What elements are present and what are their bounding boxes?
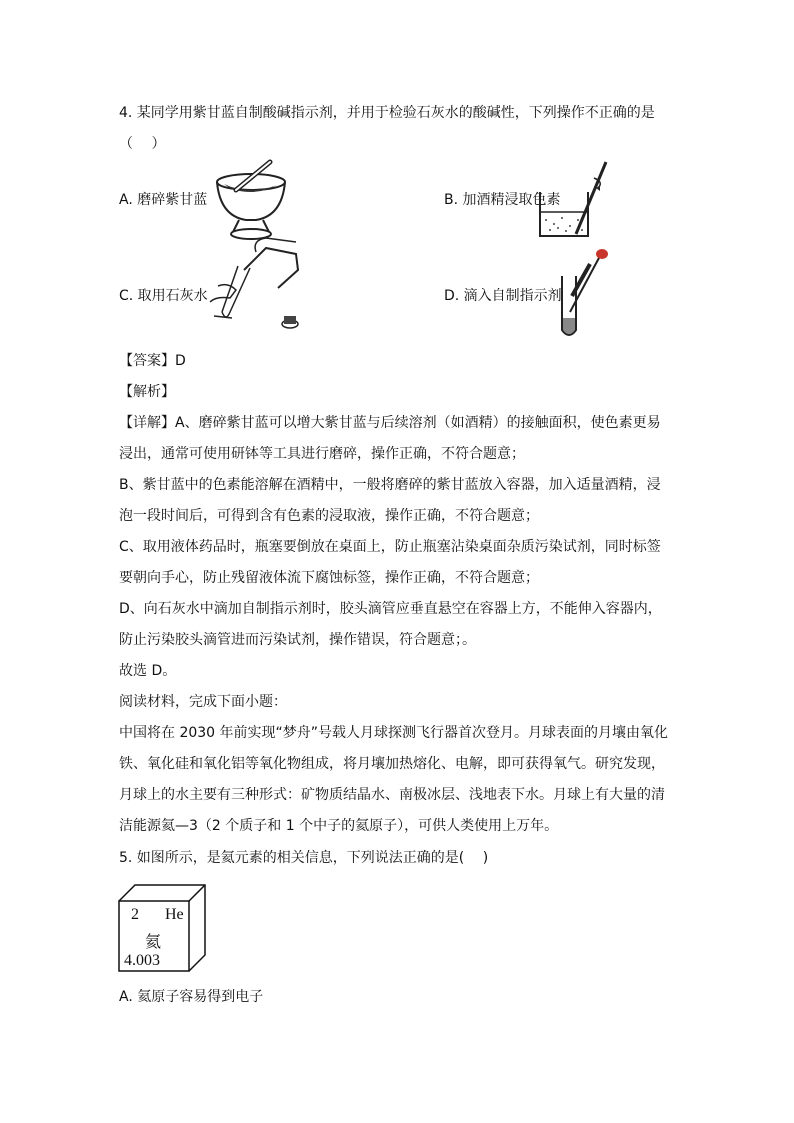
reading-line: 月球上的水主要有三种形式：矿物质结晶水、南极冰层、浅地表下水。月球上有大量的清 [119,787,665,803]
analysis-line: C、取用液体药品时，瓶塞要倒放在桌面上，防止瓶塞沾染桌面杂质污染试剂，同时标签 [119,539,661,555]
q4-conclusion: 故选 D。 [119,663,177,679]
analysis-line: 防止污染胶头滴管进而污染试剂，操作错误，符合题意；。 [119,632,476,648]
q5-option-a: A. 氦原子容易得到电子 [119,989,264,1005]
beaker-stirring-icon [534,160,614,240]
analysis-line: B、紫甘蓝中的色素能溶解在酒精中，一般将磨碎的紫甘蓝放入容器，加入适量酒精，浸 [119,477,661,493]
reading-line: 铁、氧化硅和氧化铝等氧化物组成，将月壤加热熔化、电解，即可获得氧气。研究发现， [119,756,665,772]
analysis-line: 泡一段时间后，可得到含有色素的浸取液，操作正确，不符合题意； [119,508,539,524]
option-a-label: A. 磨碎紫甘蓝 [119,192,208,208]
q4-stem: 4. 某同学用紫甘蓝自制酸碱指示剂，并用于检验石灰水的酸碱性，下列操作不正确的是 [119,105,655,121]
option-b-label: B. 加酒精浸取色素 [444,192,561,208]
analysis-line: D、向石灰水中滴加自制指示剂时，胶头滴管应垂直悬空在容器上方，不能伸入容器内， [119,601,662,617]
analysis-line: 【详解】A、磨碎紫甘蓝可以增大紫甘蓝与后续溶剂（如酒精）的接触面积，使色素更易 [119,415,661,431]
analysis-line: 要朝向手心，防止残留液体流下腐蚀标签，操作正确，不符合题意； [119,570,539,586]
q4-answer: 【答案】D [119,353,186,369]
reading-line: 洁能源氦—3（2 个质子和 1 个中子的氦原子），可供人类使用上万年。 [119,818,559,834]
reading-line: 中国将在 2030 年前实现“梦舟”号载人月球探测飞行器首次登月。月球表面的月壤由氧化 [119,725,669,741]
reading-intro: 阅读材料，完成下面小题： [119,694,287,710]
element-name: 氦 [145,934,162,951]
option-c-label: C. 取用石灰水 [119,288,208,304]
atomic-number: 2 [131,906,139,923]
dropper-test-tube-icon [550,248,610,340]
option-d-label: D. 滴入自制指示剂 [444,288,562,304]
q5-stem: 5. 如图所示，是氦元素的相关信息，下列说法正确的是( ) [119,850,489,866]
analysis-line: 浸出，通常可使用研钵等工具进行磨碎，操作正确，不符合题意； [119,446,525,462]
pouring-liquid-icon [208,226,308,336]
q4-analysis-heading: 【解析】 [119,384,175,400]
atomic-mass: 4.003 [124,952,160,969]
q4-answer-parentheses: （ ） [119,136,166,152]
element-symbol: He [165,906,184,923]
